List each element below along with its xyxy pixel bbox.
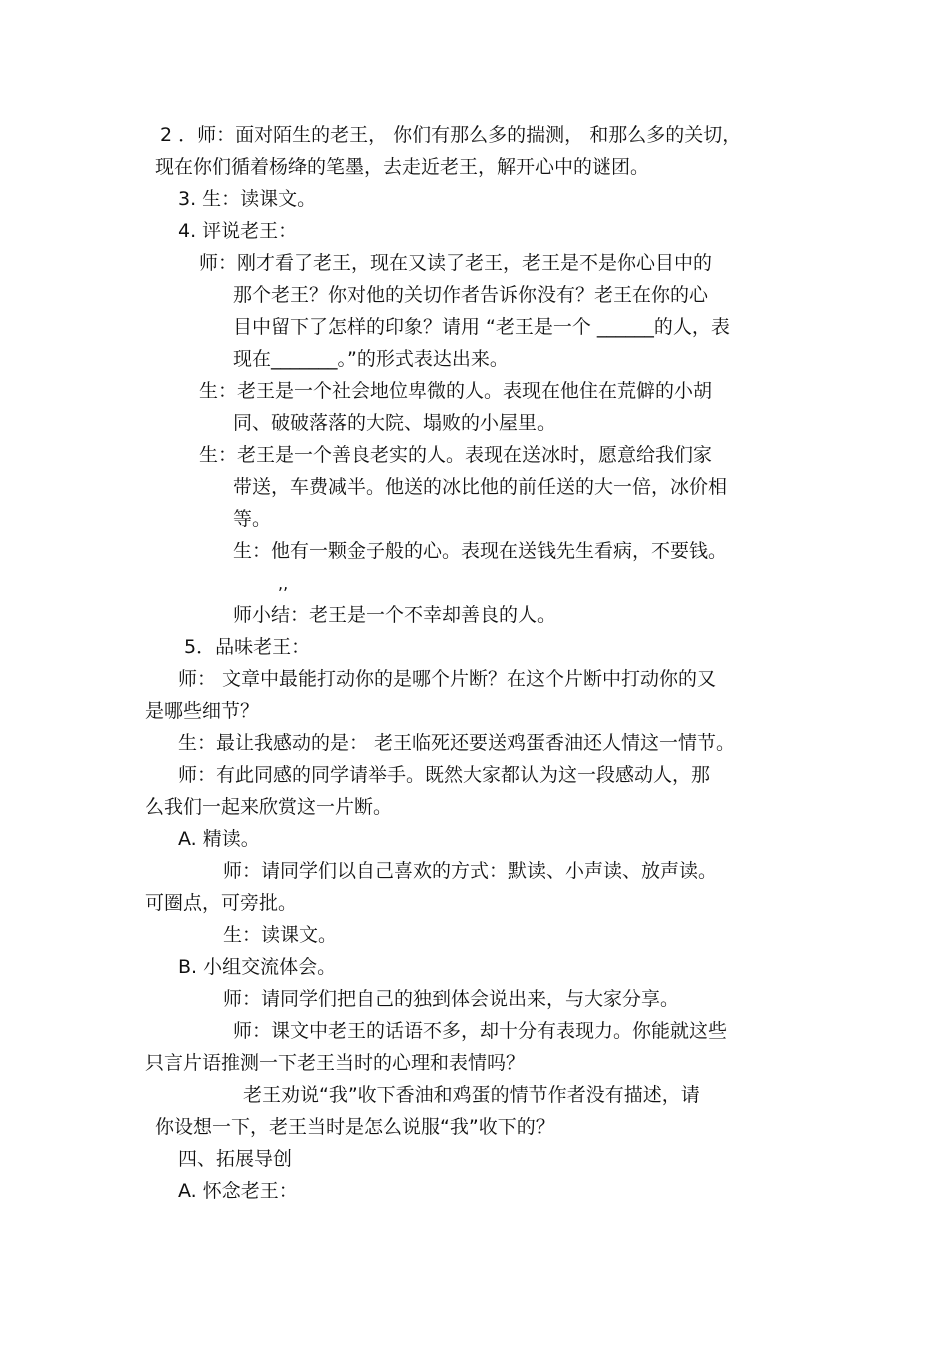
- text-line-21: 师：有此同感的同学请举手。既然大家都认为这一段感动人，那: [178, 764, 711, 786]
- text-line-8: 现在_______。”的形式表达出来。: [233, 348, 509, 370]
- text-line-12: 带送，车费减半。他送的冰比他的前任送的大一倍，冰价相: [233, 476, 728, 498]
- text-line-27: B. 小组交流体会。: [178, 956, 337, 978]
- text-line-2: 现在你们循着杨绛的笔墨，去走近老王，解开心中的谜团。: [155, 156, 650, 178]
- text-line-17: 5．品味老王：: [184, 636, 311, 658]
- text-line-30: 只言片语推测一下老王当时的心理和表情吗？: [145, 1052, 526, 1074]
- text-line-18: 师： 文章中最能打动你的是哪个片断？在这个片断中打动你的又: [178, 668, 717, 690]
- text-line-9: 生：老王是一个社会地位卑微的人。表现在他住在荒僻的小胡: [199, 380, 713, 402]
- text-line-1: 2 ．师：面对陌生的老王， 你们有那么多的揣测， 和那么多的关切，: [160, 124, 742, 146]
- text-line-33: 四、拓展导创: [178, 1148, 293, 1170]
- text-line-34: A. 怀念老王：: [178, 1180, 298, 1202]
- text-line-5: 师：刚才看了老王，现在又读了老王，老王是不是你心目中的: [199, 252, 713, 274]
- text-line-32: 你设想一下，老王当时是怎么说服“我”收下的？: [155, 1116, 555, 1138]
- text-line-31: 老王劝说“我”收下香油和鸡蛋的情节作者没有描述，请: [243, 1084, 700, 1106]
- text-line-6: 那个老王？你对他的关切作者告诉你没有？老王在你的心: [233, 284, 709, 306]
- text-line-23: A. 精读。: [178, 828, 260, 850]
- text-line-13: 等。: [233, 508, 272, 530]
- text-line-26: 生：读课文。: [223, 924, 338, 946]
- text-line-11: 生：老王是一个善良老实的人。表现在送冰时，愿意给我们家: [199, 444, 713, 466]
- text-line-3: 3. 生：读课文。: [178, 188, 317, 210]
- text-line-29: 师：课文中老王的话语不多，却十分有表现力。你能就这些: [233, 1020, 728, 1042]
- text-line-10: 同、破破落落的大院、塌败的小屋里。: [233, 412, 557, 434]
- text-line-14: 生：他有一颗金子般的心。表现在送钱先生看病，不要钱。: [233, 540, 728, 562]
- text-line-4: 4. 评说老王：: [178, 220, 298, 242]
- text-line-15: ,,: [278, 574, 289, 593]
- text-line-22: 么我们一起来欣赏这一片断。: [145, 796, 393, 818]
- text-line-25: 可圈点，可旁批。: [145, 892, 298, 914]
- text-line-20: 生：最让我感动的是： 老王临死还要送鸡蛋香油还人情这一情节。: [178, 732, 736, 754]
- text-line-16: 师小结：老王是一个不幸却善良的人。: [233, 604, 557, 626]
- text-line-7: 目中留下了怎样的印象？请用 “老王是一个 ______的人，表: [233, 316, 730, 338]
- text-line-28: 师：请同学们把自己的独到体会说出来，与大家分享。: [223, 988, 680, 1010]
- text-line-19: 是哪些细节？: [145, 700, 260, 722]
- text-line-24: 师：请同学们以自己喜欢的方式：默读、小声读、放声读。: [223, 860, 718, 882]
